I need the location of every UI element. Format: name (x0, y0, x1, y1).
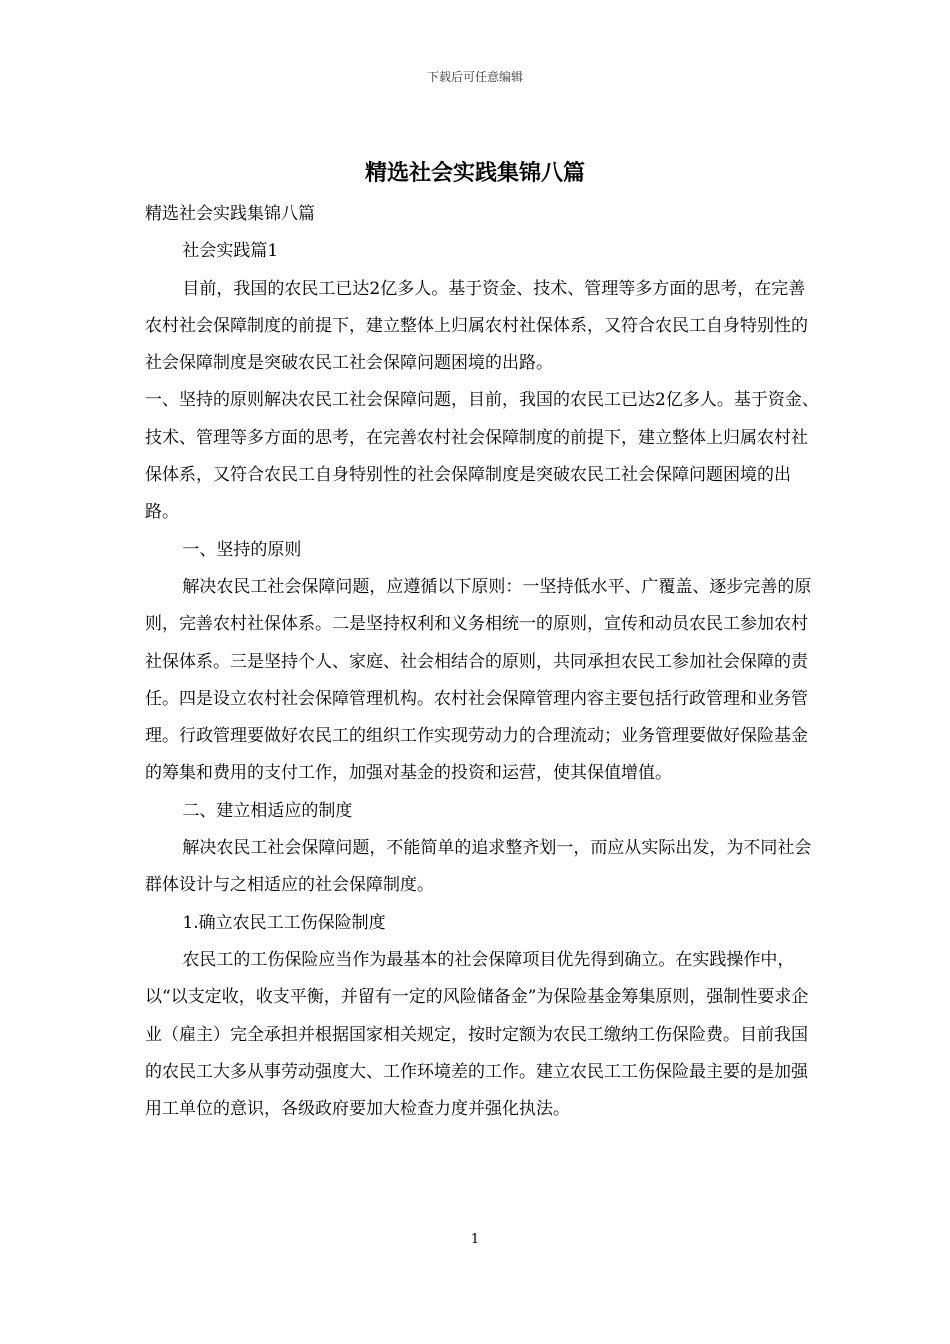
body-paragraph: 解决农民工社会保障问题，应遵循以下原则：一坚持低水平、广覆盖、逐步完善的原则，完善农村社保体系。二是坚持权利和义务相统一的原则，宣传和动员农民工参加农村社保体系。三是坚持个人、家庭、社会相结合的原则，共同承担农民工参加社会保障的责任。四是设立农村社会保障管理机构。农村社会保障管理内容主要包括行政管理和业务管理。行政管理要做好农民工的组织工作实现劳动力的合理流动；业务管理要做好保险基金的筹集和费用的支付工作，加强对基金的投资和运营，使其保值增值。 (145, 576, 812, 784)
section-heading: 一、坚持的原则 (182, 539, 302, 560)
body-paragraph: 一、坚持的原则解决农民工社会保障问题，目前，我国的农民工已达2亿多人。基于资金、技术、管理等多方面的思考，在完善农村社会保障制度的前提下，建立整体上归属农村社保体系，又符合农民工自身特别性的社会保障制度是突破农民工社会保障问题困境的出路。 (145, 390, 819, 523)
subsection-heading: 1.确立农民工工伤保险制度 (182, 912, 386, 933)
section-heading: 二、建立相适应的制度 (182, 800, 353, 821)
section-heading: 社会实践篇1 (182, 241, 279, 262)
document-title: 精选社会实践集锦八篇 (364, 160, 585, 186)
body-paragraph: 目前，我国的农民工已达2亿多人。基于资金、技术、管理等多方面的思考，在完善农村社会保障制度的前提下，建立整体上归属农村社保体系，又符合农民工自身特别性的社会保障制度是突破农民工社会保障问题困境的出路。 (145, 278, 808, 374)
subtitle-paragraph: 精选社会实践集锦八篇 (145, 204, 315, 224)
body-paragraph: 农民工的工伤保险应当作为最基本的社会保障项目优先得到确立。在实践操作中，以“以支定收，收支平衡，并留有一定的风险储备金”为保险基金筹集原则，强制性要求企业（雇主）完全承担并根据国家相关规定，按时定额为农民工缴纳工伤保险费。目前我国的农民工大多从事劳动强度大、工作环境差的工作。建立农民工工伤保险最主要的是加强用工单位的意识，各级政府要加大检查力度并强化执法。 (145, 949, 809, 1120)
page-header-note: 下载后可任意编辑 (426, 70, 523, 84)
page-number: 1 (470, 1232, 480, 1247)
body-paragraph: 解决农民工社会保障问题，不能简单的追求整齐划一，而应从实际出发，为不同社会群体设计与之相适应的社会保障制度。 (145, 838, 812, 896)
document-body (145, 196, 820, 1128)
